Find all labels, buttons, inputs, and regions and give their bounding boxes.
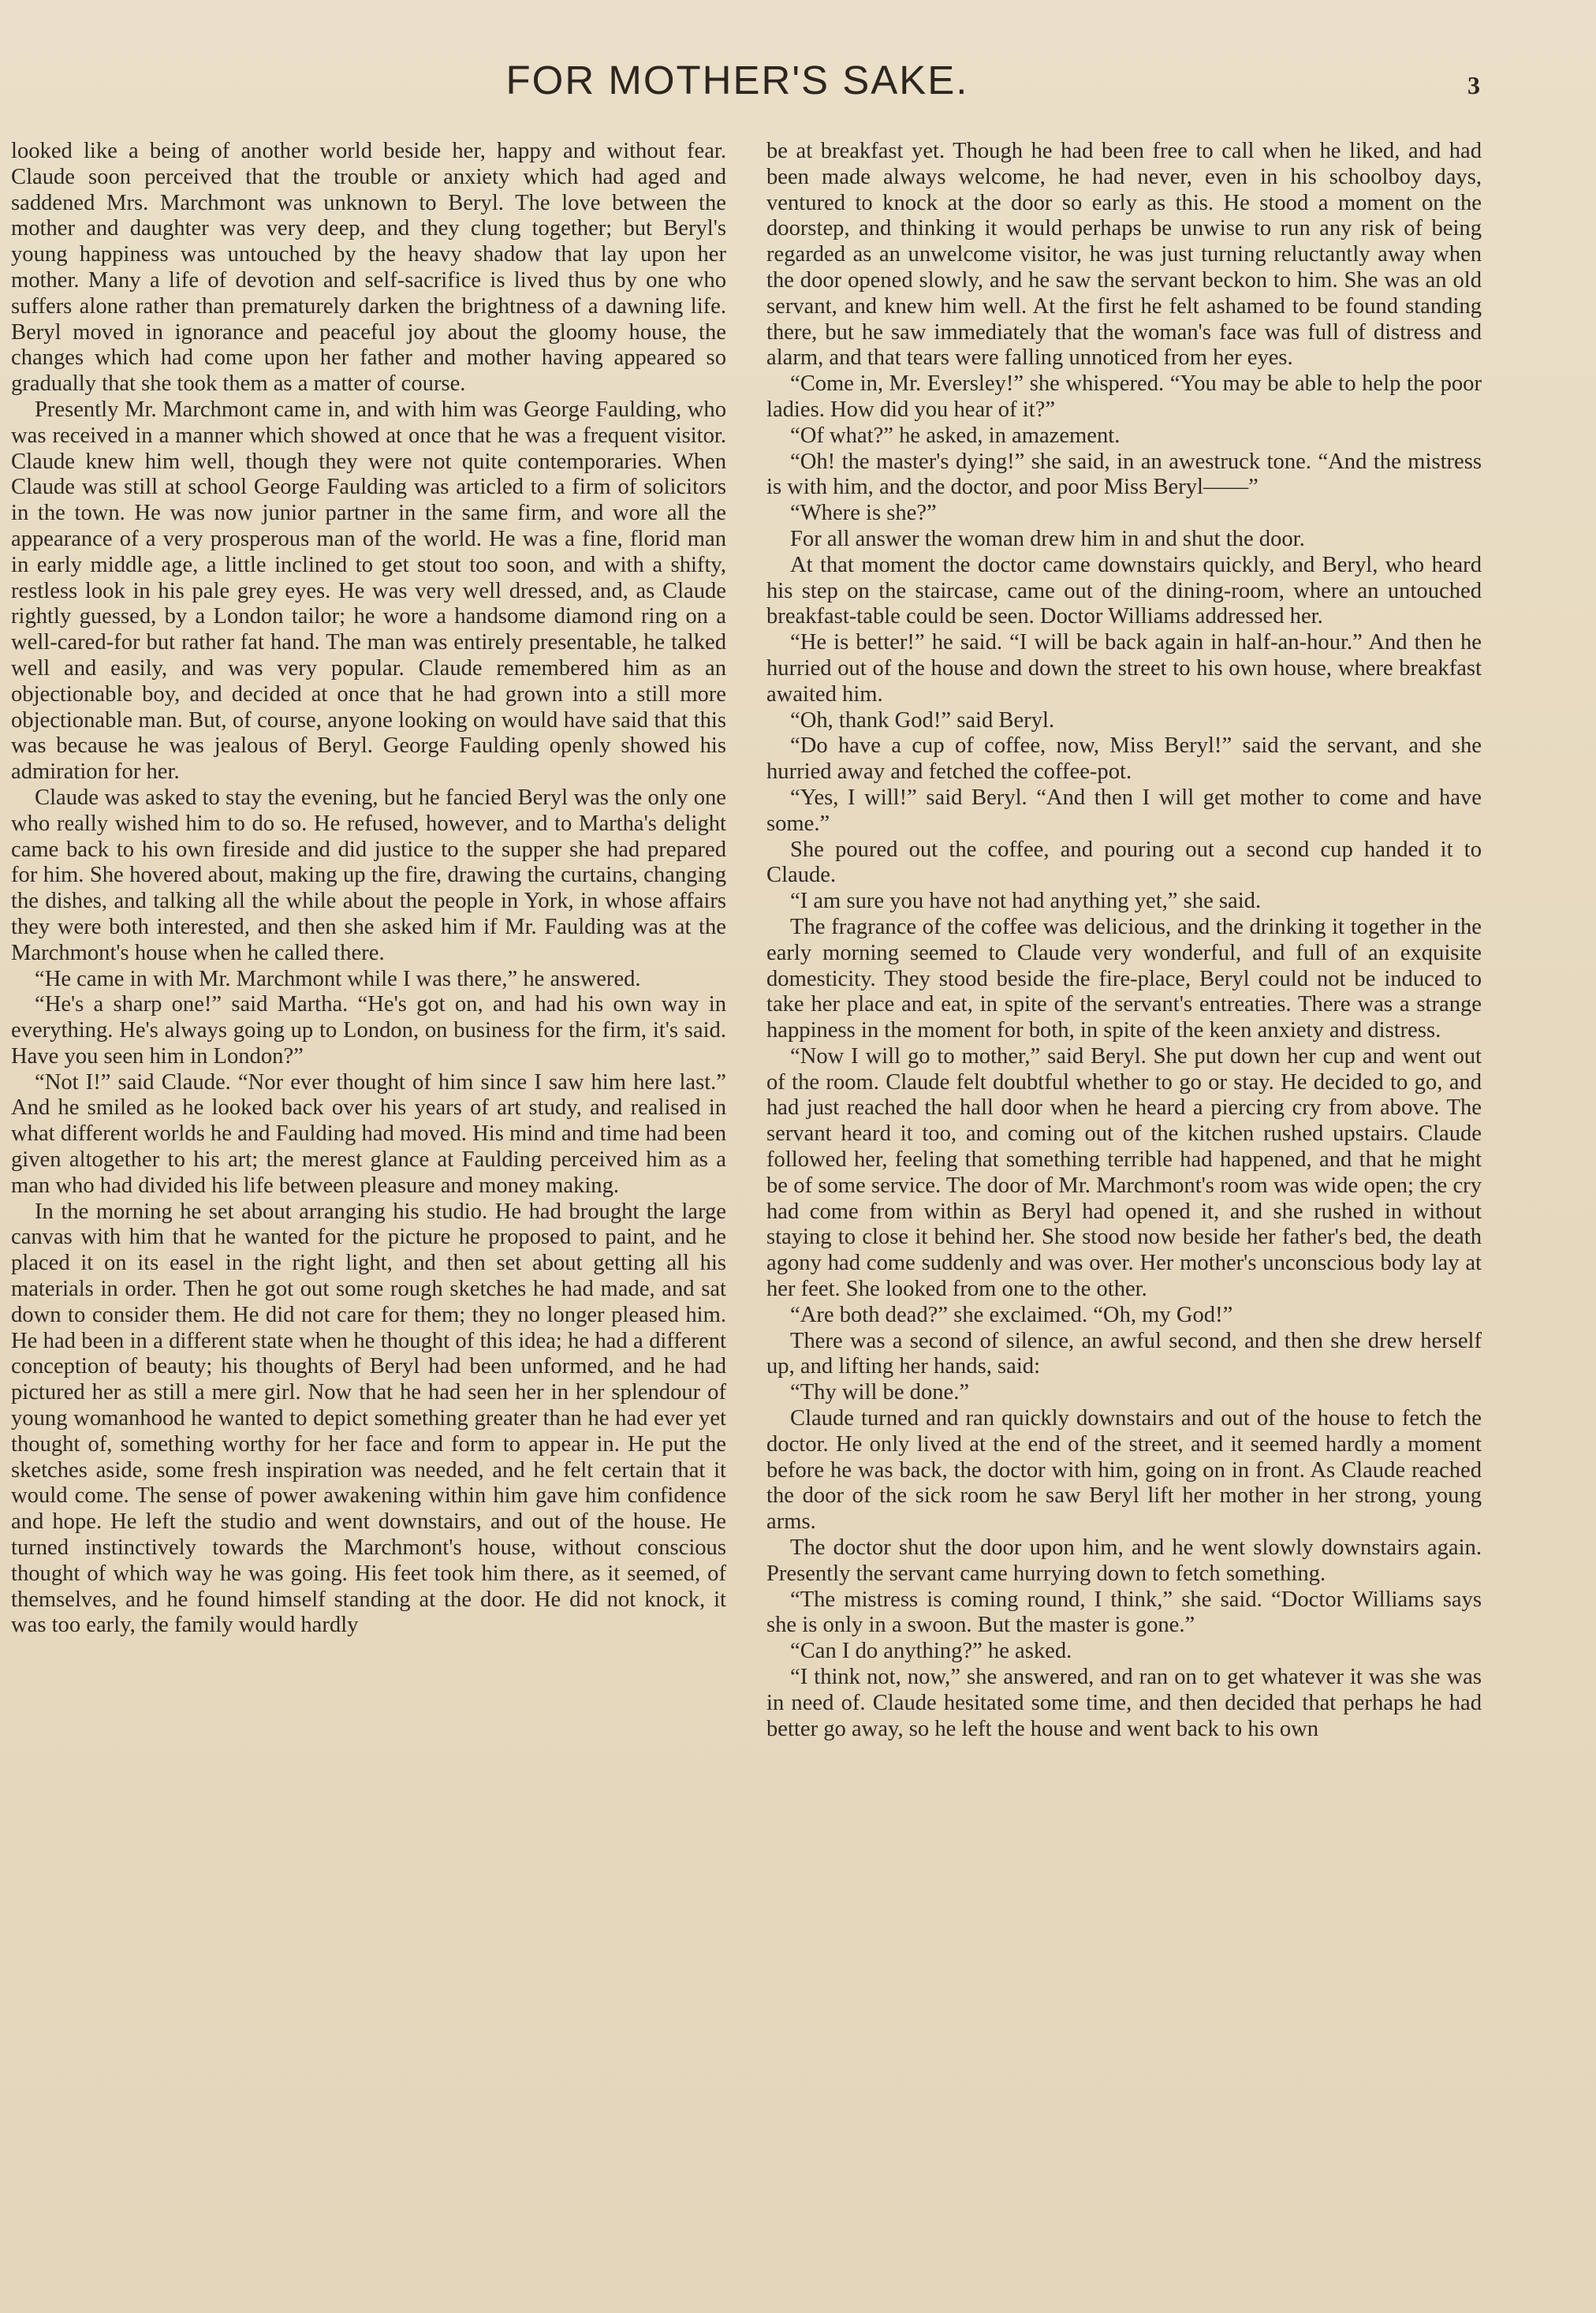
paragraph: be at breakfast yet. Though he had been free to call when he liked, and had been made always welcome, he had never, even in his schoolboy days, ventured to knock at the door so early as this. He stood a moment on the doorstep, and thinking it would perhaps be unwise to run any risk of being regarded as an unwelcome visitor, he was just turning reluctantly away when the door opened slowly, and he saw the servant beckon to him. She was an old servant, and knew him well. At the first he felt ashamed to be found standing there, but he saw immediately that the woman's face was full of distress and alarm, and that tears were falling unnoticed from her eyes. xyxy=(766,139,1482,371)
page-header xyxy=(0,57,1596,104)
paragraph: “He's a sharp one!” said Martha. “He's got on, and had his own way in everything. He's always going up to London, on business for the firm, it's said. Have you seen him in London?” xyxy=(11,992,726,1069)
paragraph: “Not I!” said Claude. “Nor ever thought of him since I saw him here last.” And he smiled as he looked back over his years of art study, and realised in what different worlds he and Faulding had moved. His mind and time had been given altogether to his art; the merest glance at Faulding perceived him as a man who had divided his life between pleasure and money making. xyxy=(11,1069,726,1198)
paragraph: At that moment the doctor came downstairs quickly, and Beryl, who heard his step on the staircase, came out of the dining-room, where an untouched breakfast-table could be seen. Doctor Williams addressed her. xyxy=(766,552,1482,629)
paragraph: “Are both dead?” she exclaimed. “Oh, my God!” xyxy=(790,1302,1233,1327)
paragraph: Claude was asked to stay the evening, but he fancied Beryl was the only one who really wished him to do so. He refused, however, and to Martha's delight came back to his own fireside and did justice to the supper she had prepared for him. She hovered about, making up the fire, drawing the curtains, changing the dishes, and talking all the while about the people in York, in whose affairs they were both interested, and then she asked him if Mr. Faulding was at the Marchmont's house when he called there. xyxy=(11,785,726,965)
paragraph: The doctor shut the door upon him, and he went slowly downstairs again. Presently the servant came hurrying down to fetch something. xyxy=(766,1535,1482,1586)
paragraph: There was a second of silence, an awful second, and then she drew herself up, and lifting her hands, said: xyxy=(766,1328,1482,1379)
paragraph: “He is better!” he said. “I will be back again in half-an-hour.” And then he hurried out of the house and down the street to his own house, where breakfast awaited him. xyxy=(766,630,1482,707)
paragraph: “Now I will go to mother,” said Beryl. She put down her cup and went out of the room. Claude felt doubtful whether to go or stay. He decided to go, and had just reached the hall door when he heard a piercing cry from above. The servant heard it too, and coming out of the kitchen rushed upstairs. Claude followed her, feeling that something terrible had happened, and that he might be of some service. The door of Mr. Marchmont's room was wide open; the cry had come from within as Beryl had opened it, and she rushed in without staying to close it behind her. She stood now beside her father's bed, the death agony had come suddenly and was over. Her mother's unconscious body lay at her feet. She looked from one to the other. xyxy=(766,1043,1482,1302)
paragraph: “Oh, thank God!” said Beryl. xyxy=(790,707,1055,733)
paragraph: looked like a being of another world beside her, happy and without fear. Claude soon perceived that the trouble or anxiety which had aged and saddened Mrs. Marchmont was unknown to Beryl. The love between the mother and daughter was very deep, and they clung together; but Beryl's young happiness was untouched by the heavy shadow that lay upon her mother. Many a life of devotion and self-sacrifice is lived thus by one who suffers alone rather than prematurely darken the brightness of a dawning life. Beryl moved in ignorance and peaceful joy about the gloomy house, the changes which had come upon her father and mother having appeared so gradually that she took them as a matter of course. xyxy=(11,139,726,397)
page-number: 3 xyxy=(1467,71,1480,99)
paragraph: “Oh! the master's dying!” she said, in an awestruck tone. “And the mistress is with him, and the doctor, and poor Miss Beryl——” xyxy=(766,449,1482,500)
paragraph: “He came in with Mr. Marchmont while I was there,” he answered. xyxy=(35,966,641,991)
paragraph: Claude turned and ran quickly downstairs and out of the house to fetch the doctor. He only lived at the end of the street, and it seemed hardly a moment before he was back, the doctor with him, going on in front. As Claude reached the door of the sick room he saw Beryl lift her mother in her strong, young arms. xyxy=(766,1406,1482,1535)
paragraph: “Of what?” he asked, in amazement. xyxy=(790,423,1121,448)
paragraph: For all answer the woman drew him in and shut the door. xyxy=(790,526,1305,551)
right-column xyxy=(766,139,1482,1742)
left-column xyxy=(11,139,726,1639)
paragraph: In the morning he set about arranging his studio. He had brought the large canvas with him that he wanted for the picture he proposed to paint, and he placed it on its easel in the right light, and then set about getting all his materials in order. Then he got out some rough sketches he had made, and sat down to consider them. He did not care for them; they no longer pleased him. He had been in a different state when he thought of this idea; he had a different conception of beauty; his thoughts of Beryl had been unformed, and he had pictured her as still a mere girl. Now that he had seen her in her splendour of young womanhood he wanted to depict something greater than he had ever yet thought of, something worthy for her face and form to appear in. He put the sketches aside, some fresh inspiration was needed, and he felt certain that it would come. The sense of power awakening within him gave him confidence and hope. He left the studio and went downstairs, and out of the house. He turned instinctively towards the Marchmont's house, without conscious thought of which way he was going. His feet took him there, as it seemed, of themselves, and he found himself standing at the door. He did not knock, it was too early, the family would hardly xyxy=(11,1199,726,1638)
paragraph: Presently Mr. Marchmont came in, and with him was George Faulding, who was received in a manner which showed at once that he was a frequent visitor. Claude knew him well, though they were not quite contemporaries. When Claude was still at school George Faulding was articled to a firm of solicitors in the town. He was now junior partner in the same firm, and wore all the appearance of a very prosperous man of the world. He was a fine, florid man in early middle age, a little inclined to get stout too soon, and with a shifty, restless look in his pale grey eyes. He was very well dressed, and, as Claude rightly guessed, by a London tailor; he wore a handsome diamond ring on a well-cared-for but rather fat hand. The man was entirely presentable, he talked well and easily, and was very popular. Claude remembered him as an objectionable boy, and decided at once that he had grown into a still more objectionable man. But, of course, anyone looking on would have said that this was because he was jealous of Beryl. George Faulding openly showed his admiration for her. xyxy=(11,397,726,785)
paragraph: The fragrance of the coffee was delicious, and the drinking it together in the early morning seemed to Claude very wonderful, and full of an exquisite domesticity. They stood beside the fire-place, Beryl could not be induced to take her place and eat, in spite of the servant's entreaties. There was a strange happiness in the moment for both, in spite of the keen anxiety and distress. xyxy=(766,914,1482,1043)
running-title: FOR MOTHER'S SAKE. xyxy=(505,58,969,103)
paragraph: She poured out the coffee, and pouring out a second cup handed it to Claude. xyxy=(766,837,1482,888)
paragraph: “I think not, now,” she answered, and ran on to get whatever it was she was in need of. Claude hesitated some time, and then decided that perhaps he had better go away, so he left the house and went back to his own xyxy=(766,1665,1482,1741)
paragraph: “Where is she?” xyxy=(790,501,937,526)
paragraph: “I am sure you have not had anything yet,” she said. xyxy=(790,889,1262,914)
paragraph: “The mistress is coming round, I think,” she said. “Doctor Williams says she is only in a swoon. But the master is gone.” xyxy=(766,1587,1482,1638)
paragraph: “Do have a cup of coffee, now, Miss Beryl!” said the servant, and she hurried away and fetched the coffee-pot. xyxy=(766,733,1482,785)
paragraph: “Yes, I will!” said Beryl. “And then I will get mother to come and have some.” xyxy=(766,785,1482,836)
paragraph: “Come in, Mr. Eversley!” she whispered. “You may be able to help the poor ladies. How did you hear of it?” xyxy=(766,371,1482,422)
paragraph: “Thy will be done.” xyxy=(790,1380,970,1405)
paragraph: “Can I do anything?” he asked. xyxy=(790,1639,1072,1664)
